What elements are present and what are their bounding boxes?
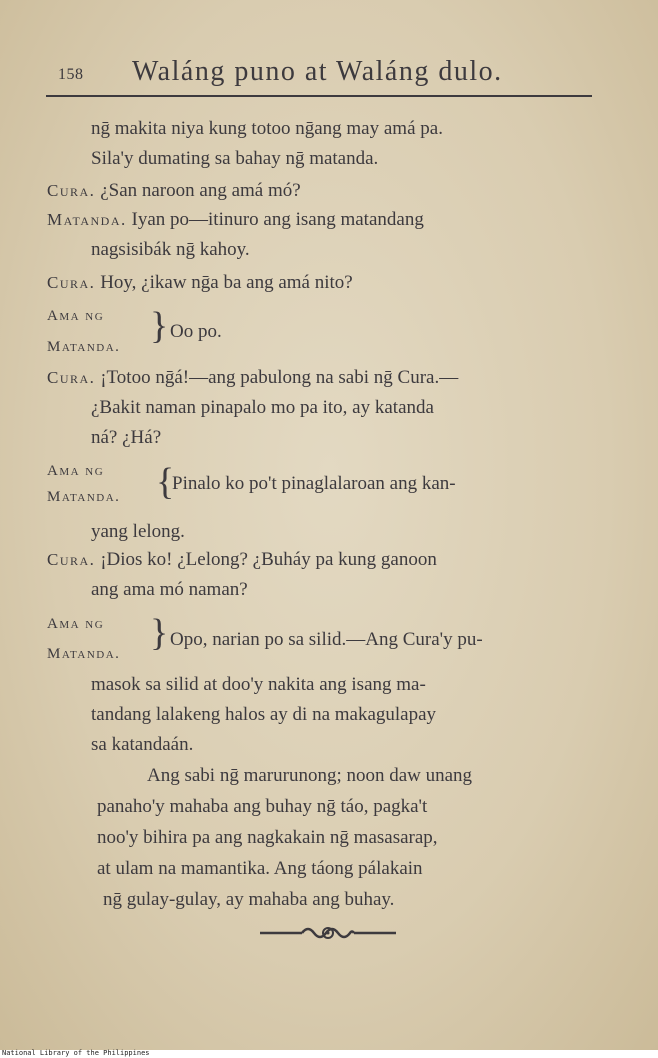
dialogue-text: Hoy, ¿ikaw nḡa ba ang amá nito?: [100, 272, 353, 293]
speaker-label-top: Ama ng: [47, 616, 105, 632]
text-line-16: Ang sabi nḡ marurunong; noon daw unang: [147, 765, 473, 786]
text-line-5: nagsisibák nḡ kahoy.: [91, 239, 250, 260]
dialogue-line-matanda: [47, 208, 424, 232]
text-line-20: nḡ gulay-gulay, ay mahaba ang buhay.: [103, 889, 395, 910]
text-line-2: Sila'y dumating sa bahay nḡ matanda.: [91, 148, 379, 169]
text-line-12: ang ama mó naman?: [91, 579, 248, 600]
brace-glyph: }: [150, 612, 169, 654]
dialogue-text: Pinalo ko po't pinaglalaroan ang kan-: [172, 473, 456, 494]
text-line-8: ¿Bakit naman pinapalo mo pa ito, ay katanda: [91, 397, 434, 418]
dialogue-text: ¡Dios ko! ¿Lelong? ¿Buháy pa kung ganoon: [100, 549, 437, 570]
dialogue-text: ¡Totoo nḡá!—ang pabulong na sabi nḡ Cura.—: [100, 367, 459, 388]
dialogue-text: Opo, narian po sa silid.—Ang Cura'y pu-: [170, 629, 483, 650]
text-line-15: sa katandaán.: [91, 734, 194, 755]
text-line-10: yang lelong.: [91, 521, 185, 542]
speaker-label-top: Ama ng: [47, 308, 105, 324]
dialogue-text: ¿San naroon ang amá mó?: [100, 180, 301, 201]
speaker-label: Cura.: [47, 550, 96, 569]
text-line-13: masok sa silid at doo'y nakita ang isang ma-: [91, 674, 426, 695]
speaker-label: Cura.: [47, 368, 96, 387]
text-line-18: noo'y bihira pa ang nagkakain nḡ masasarap,: [97, 827, 438, 848]
brace-glyph: }: [150, 305, 169, 347]
speaker-label: Cura.: [47, 181, 96, 200]
speaker-label-bottom: Matanda.: [47, 339, 121, 355]
text-line-14: tandang lalakeng halos ay di na makagulapay: [91, 704, 437, 725]
ornament-icon: [258, 919, 398, 947]
speaker-label: Cura.: [47, 273, 96, 292]
dialogue-text: Iyan po—itinuro ang isang matandang: [131, 209, 424, 230]
speaker-label-bottom: Matanda.: [47, 646, 121, 662]
text-line-19: at ulam na mamantika. Ang táong pálakain: [97, 858, 423, 879]
dialogue-line-cura-2: [47, 271, 353, 295]
dialogue-line-cura-4: [47, 548, 437, 572]
text-line-1: nḡ makita niya kung totoo nḡang may amá pa.: [91, 118, 443, 139]
text-line-9: ná? ¿Há?: [91, 427, 162, 448]
speaker-label-top: Ama ng: [47, 463, 105, 479]
library-credit: National Library of the Philippines: [2, 1049, 150, 1057]
dialogue-text: Oo po.: [170, 321, 222, 342]
text-line-17: panaho'y mahaba ang buhay nḡ táo, pagka't: [97, 796, 428, 817]
page-number: 158: [58, 66, 84, 83]
brace-glyph: {: [156, 461, 175, 503]
speaker-label-bottom: Matanda.: [47, 489, 121, 505]
header-rule: [46, 95, 592, 97]
running-title: Waláng puno at Waláng dulo.: [132, 56, 503, 87]
dialogue-line-cura-3: [47, 366, 458, 390]
dialogue-line-cura-1: [47, 179, 301, 203]
speaker-label: Matanda.: [47, 210, 127, 229]
